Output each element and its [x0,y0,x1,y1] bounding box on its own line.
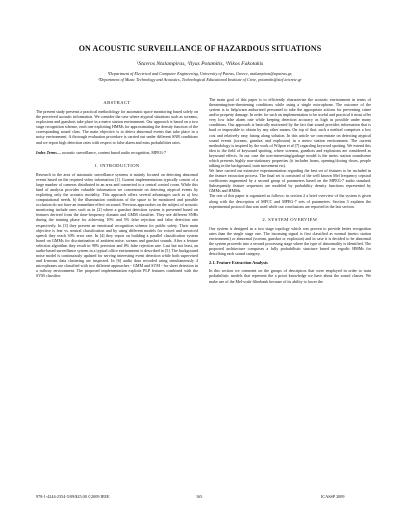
right-column [209,97,371,284]
feature-extraction-heading: 2.1. Feature Extraction Analysis [209,260,268,266]
affiliation-1: ¹Department of Electrical and Computer Engineering, University of Patras, Greece, ntalampiras@upatras.gr, [107,71,293,76]
abstract-text: The present study presents a practical methodology for automatic space monitoring based solely on the perceived acoustic information. We consider the case where atypical situations such as screams, explosions and gunshots take place in a metro station environment. Our approach is based on a two stage recognition scheme, each one exploiting HMMs for approximating the density function of the corresponding sound class. The main objective is to detect abnormal events that take place in a noisy environment. A thorough evaluation procedure is carried out under different SNR conditions and we report high detection rates with respect to false alarm and miss probabilities rates. [36,109,198,145]
affiliation-2: ²Department of Music Technology and Acoustics, Technological Educational Institute of Crete, potamitis@stef.teicrete.gr [98,77,302,82]
left-column [36,97,198,278]
index-terms-label: Index Terms— [36,149,61,155]
paper-organization-text: The rest of this paper is organized as follows: in section 2 a brief overview of the system is given along with the description of MFCC and MPEG-7 sets of parameters. Section 3 explains the experimental protocol that was used while our conclusions are reported in the last section. [209,193,371,209]
system-overview-heading: 2. SYSTEM OVERVIEW [262,216,318,222]
abstract-heading: ABSTRACT [103,100,131,105]
footer-venue: ICASSP 2009 [321,494,345,499]
feature-extraction-text: In this section we comment on the groups of descriptors that were employed in order to train probabilistic models that represent the a priori knowledge we have about the sound classes. We make use of the Mel-scale filterbank because of its ability to lower the [209,268,371,284]
paper-title: ON ACOUSTIC SURVEILLANCE OF HAZARDOUS SITUATIONS [78,44,322,53]
footer-page-number: 165 [196,494,203,499]
system-overview-text: Our system is designed as a two stage topology which was proven to provide better recognition rates than the single stage one. The incoming signal is first classified as normal (metro station environment) or abnormal (scream, gunshot or explosion) and in case it is decided to be abnormal the system proceeds into a second processing stage where the type of abnormality is identified. The proposed architecture comprises a fully probabilistic structure based on ergodic HMMs for describing each sound category. [209,225,371,257]
author-list: ¹Stavros Ntalampiras, ¹Ilyas Potamitis, ¹Nikos Fakotakis [136,61,264,67]
footer-isbn: 978-1-4244-2354-5/09/$25.00 ©2009 IEEE [36,494,110,499]
introduction-text: Research in the area of automatic surveillance systems is mainly focused on detecting abnormal events based on the required video information [1]. Current implementations typically consist of a large number of cameras distributed in an area and connected to a central control room. While this kind of analysis provides valuable information we concentrate on detecting atypical events by exploiting only the acoustic modality. This approach offers several advantages such as a) low computational needs, b) the illumination conditions of the space to be monitored and possible occlusion do not have an immediate effect on sound. Previous approaches on the subject of acoustic monitoring include ones such as in [2] where a gunshot detection system is presented based on features derived from the time-frequency domain and GMM classifier. They use different SNRs during the training phase for achieving 10% and 5% false rejection and false detection rate respectively. In [3] they present an emotional recognition scheme for public safety. Their main objective is fear vs. neutral classification and by using different models for voiced and unvoiced speech they reach 30% error rate. In [4] they report on building a parallel classification system based on GMMs for discrimination of ambient noise, scream and gunshot sounds. After a feature selection algorithm they result in 98% precision and 8% false rejection rate. Last but not least, an audio-based surveillance system in a typical office environment is described in [5]. The background noise model is continuously updated for serving interesting event detection while both supervised and k-means data clustering are inspected. In [6] audio data recorded using simultaneously 4 microphones are classified with two different approaches - GMM and SVM - for sheet detection in a railway environment. The proposed implementation exploits PLP features combined with the SVM classifier. [36,171,198,279]
features-overview-text: We have carried out extensive experimentation regarding the best set of features to be included in the feature extraction process. The final set is consisted of the well known Mel frequency cepstral coefficients augmented by a second group of parameters based on the MPEG-7 audio standard. Subsequently feature sequences are modeled by probability density functions represented by GMMs and HMMs. [209,168,371,194]
introduction-heading: 1. INTRODUCTION [94,162,140,168]
intro-continued-text: The main goal of this paper is to efficiently characterize the acoustic environment in terms of threatening/non-threatening conditions while using a single microphone. The outcome of the system is to help/warn authorized personnel to take the appropriate actions for preventing crime and/or property damage. In order for such an implementation to be useful and practical it must offer very low false alarm rate while keeping detection accuracy as high as possible under many conditions. Our approach is basically motivated by the fact that sound provides information that is hard or impossible to obtain by any other means. On top of that, such a method comprises a low cost and relatively easy fusing along solution. In this article we concentrate on detecting atypical sound events (scream, gunshot and explosion) in a metro station environment. The current methodology is inspired by the work of Wilpon et al [7] regarding keyword spotting. We extend this idea to the field of keysound spotting, where screams, gunshots and explosions are considered as keysound effects. In our case the non-interesting/garbage model is the metro station soundscene which presents highly non-stationary properties (it includes horns, opening/closing doors, people talking in the background, train movement etc). [209,97,371,169]
index-terms-text: acoustic surveillance, content based audio recognition, MPEG-7 [60,149,166,155]
